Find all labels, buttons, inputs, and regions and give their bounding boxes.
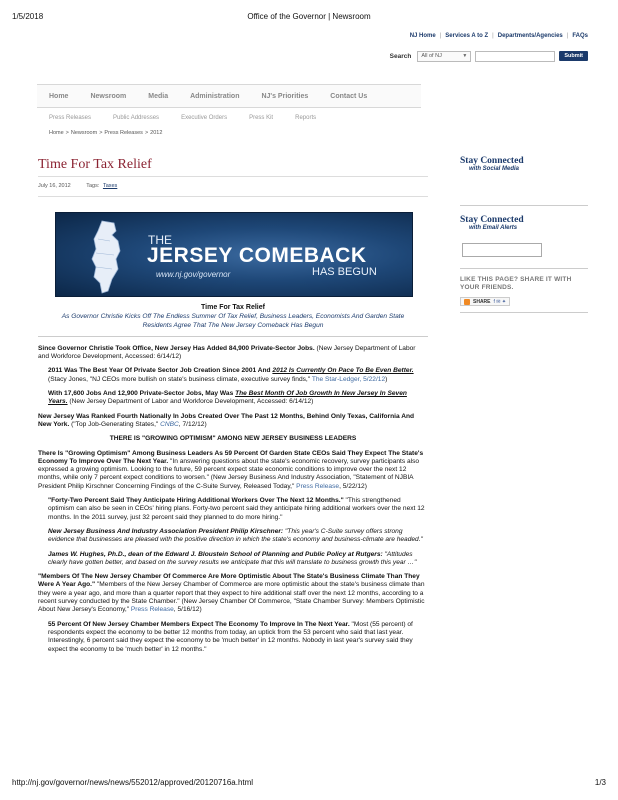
print-page-number: 1/3 bbox=[594, 778, 606, 787]
social-title: Stay Connected bbox=[460, 156, 524, 166]
article-subheading: As Governor Christie Kicks Off The Endless Summer Of Tax Relief, Business Leaders, Economists And Garden State Residents Agree That The New Jersey Comeback Has Begun bbox=[61, 313, 405, 329]
tag-link-taxes[interactable]: Taxes bbox=[102, 183, 118, 189]
paragraph bbox=[38, 345, 428, 362]
section-heading: THERE IS "GROWING OPTIMISM" AMONG NEW JERSEY BUSINESS LEADERS bbox=[109, 435, 357, 443]
utility-link-faqs[interactable]: FAQs bbox=[572, 33, 588, 39]
jersey-comeback-banner bbox=[55, 212, 413, 297]
article-heading: Time For Tax Relief bbox=[201, 304, 265, 311]
body-text: , 5/16/12) bbox=[173, 606, 202, 614]
search-bar bbox=[390, 50, 588, 62]
print-date: 1/5/2018 bbox=[12, 12, 44, 21]
breadcrumb-press-releases[interactable]: Press Releases bbox=[104, 130, 143, 136]
paragraph bbox=[48, 551, 428, 568]
paragraph bbox=[48, 367, 428, 384]
paragraph bbox=[38, 573, 428, 614]
nav-home[interactable]: Home bbox=[49, 92, 69, 100]
subnav-public-addresses[interactable]: Public Addresses bbox=[113, 115, 160, 121]
utility-link-departments[interactable]: Departments/Agencies bbox=[497, 33, 563, 39]
nav-newsroom[interactable]: Newsroom bbox=[90, 92, 127, 100]
breadcrumb-home[interactable]: Home bbox=[49, 130, 64, 136]
separator: > bbox=[99, 130, 103, 136]
print-url: http://nj.gov/governor/news/news/552012/approved/20120716a.html bbox=[12, 778, 254, 787]
social-network-icons: f ✉ ✦ bbox=[493, 298, 507, 305]
breadcrumb-newsroom[interactable]: Newsroom bbox=[70, 130, 98, 136]
paragraph bbox=[48, 528, 428, 545]
main-nav bbox=[37, 84, 421, 108]
social-media-widget[interactable] bbox=[460, 156, 590, 172]
search-scope-value: All of NJ bbox=[421, 52, 442, 59]
article-meta bbox=[38, 183, 117, 189]
source-link[interactable]: Press Release bbox=[296, 482, 340, 490]
share-button[interactable] bbox=[460, 297, 510, 306]
separator: > bbox=[144, 130, 149, 136]
page-title: Time For Tax Relief bbox=[38, 157, 152, 172]
paragraph bbox=[38, 450, 428, 491]
bold-text: With 17,600 Jobs And 12,900 Private-Sector Jobs, May Was bbox=[48, 390, 236, 398]
nav-media[interactable]: Media bbox=[148, 92, 169, 100]
paragraph bbox=[48, 621, 428, 654]
breadcrumb bbox=[49, 130, 162, 136]
inline-link[interactable]: The Best Month Of Job Growth In New Jersey In Seven Years. bbox=[48, 390, 407, 406]
share-icon bbox=[464, 299, 470, 305]
sub-nav bbox=[37, 113, 421, 123]
search-submit-button[interactable]: Submit bbox=[559, 51, 588, 61]
body-text: , 7/12/12) bbox=[178, 420, 207, 428]
email-alerts-input[interactable] bbox=[462, 243, 542, 257]
bold-text: Since Governor Christie Took Office, New Jersey Has Added 84,900 Private-Sector Jobs. bbox=[38, 344, 315, 352]
bold-text: 55 Percent Of New Jersey Chamber Members Expect The Economy To Improve In The Next Year. bbox=[48, 620, 350, 628]
utility-link-services[interactable]: Services A to Z bbox=[445, 33, 489, 39]
body-text: , 5/22/12) bbox=[339, 482, 367, 490]
body-text: "Members of the New Jersey Chamber of Commerce are more optimistic about the state's business climate than they were a year ago, and more than a quarter report that they expect to hire additional staff over the next 12 months, according to a recent survey conducted by the State Chamber." (New Jersey Chamber Of Commerce, "State Chamber Survey: Members Optimistic About New Jersey's Economy," bbox=[38, 581, 425, 614]
utility-link-nj-home[interactable]: NJ Home bbox=[409, 33, 436, 39]
email-alerts-widget[interactable] bbox=[460, 215, 590, 231]
banner-url: www.nj.gov/governor bbox=[156, 270, 231, 279]
chevron-down-icon: ▼ bbox=[462, 52, 468, 59]
paragraph bbox=[38, 413, 428, 430]
nav-contact[interactable]: Contact Us bbox=[330, 92, 368, 100]
body-text: "This strengthened optimism can also be seen in CEOs' hiring plans. Forty-two percent said they anticipate hiring additional workers over the next 12 months. In the 2011 survey, just 32 percent said they planned to do more hiring." bbox=[48, 497, 425, 521]
inline-link[interactable]: 2012 Is Currently On Pace To Be Even Better. bbox=[272, 367, 414, 375]
separator: > bbox=[65, 130, 69, 136]
divider bbox=[38, 176, 428, 177]
email-subtitle: with Email Alerts bbox=[469, 225, 518, 231]
divider bbox=[460, 312, 588, 313]
article-body bbox=[38, 304, 428, 660]
bold-text: "Members Of The New Jersey Chamber Of Commerce Are More Optimistic About The State's Business Climate Than They Were A Year Ago." bbox=[38, 573, 420, 589]
search-label: Search bbox=[389, 52, 412, 60]
share-label: SHARE bbox=[473, 298, 491, 305]
banner-the: THE bbox=[148, 233, 172, 247]
body-text: "Most (55 percent) of respondents expect the economy to be better 12 months from today, an uptick from the 53 percent who said that last year. Interestingly, 6 percent said they expect the economy to be 'much better' in 12 months. Nobody in last year's survey said they expect the economy to be 'much better' in 12 months." bbox=[48, 620, 413, 653]
social-subtitle: with Social Media bbox=[469, 166, 520, 172]
separator: | bbox=[492, 33, 494, 39]
body-text: "In answering questions about the state's economic recovery, survey participants also expressed a growing optimism. Looking to the future, 59 percent expect state economic conditions to improve over the next 12 months, while only 7 percent expect conditions to worsen." (New Jersey Business And Industry Association, "Statement of NJBIA President Philip Kirschner Concerning Findings of the C-Suite Survey, Released Today," bbox=[38, 457, 420, 490]
divider bbox=[460, 268, 588, 269]
body-text: (Stacy Jones, "NJ CEOs more bullish on state's business climate, executive survey finds," bbox=[48, 375, 312, 383]
utility-nav bbox=[410, 33, 588, 39]
subnav-press-kit[interactable]: Press Kit bbox=[249, 115, 274, 121]
nav-administration[interactable]: Administration bbox=[190, 92, 240, 100]
bold-text: New Jersey Business And Industry Association President Philip Kirschner: bbox=[48, 527, 284, 535]
bold-text: "Forty-Two Percent Said They Anticipate Hiring Additional Workers Over The Next 12 Months." bbox=[48, 497, 344, 505]
separator: | bbox=[566, 33, 569, 39]
banner-has-begun: HAS BEGUN bbox=[312, 266, 377, 278]
body-text: "This year's C-Suite survey offers strong evidence that businesses are pleased with the positive direction in which the state's economy and business-climate are headed." bbox=[48, 527, 423, 544]
bold-text: New Jersey Was Ranked Fourth Nationally In Jobs Created Over The Past 12 Months, Behind Only Texas, California And New York. bbox=[38, 412, 415, 428]
nav-priorities[interactable]: NJ's Priorities bbox=[261, 92, 309, 100]
body-text: "Attitudes clearly have gotten better, and based on the survey results we anticipate that this will translate to business growth this year …" bbox=[48, 550, 417, 566]
body-text: (New Jersey Department of Labor and Workforce Development, Accessed: 6/14/12) bbox=[67, 398, 314, 406]
tags-label: Tags: bbox=[86, 183, 100, 189]
search-scope-select[interactable] bbox=[417, 51, 471, 62]
print-footer bbox=[12, 778, 606, 790]
nj-map-icon bbox=[88, 219, 124, 295]
divider bbox=[38, 336, 428, 337]
body-text: (New Jersey Department of Labor and Workforce Development, Accessed: 6/14/12) bbox=[38, 344, 416, 361]
banner-headline: JERSEY COMEBACK bbox=[147, 244, 367, 267]
source-link[interactable]: The Star-Ledger, 5/22/12 bbox=[311, 375, 386, 383]
separator: | bbox=[439, 33, 442, 39]
bold-text: 2011 Was The Best Year Of Private Sector Job Creation Since 2001 And bbox=[48, 367, 273, 375]
divider bbox=[460, 205, 588, 206]
source-link[interactable]: Press Release bbox=[130, 606, 174, 614]
subnav-reports[interactable]: Reports bbox=[295, 115, 317, 121]
print-title: Office of the Governor | Newsroom bbox=[247, 12, 371, 21]
share-prompt: LIKE THIS PAGE? SHARE IT WITH YOUR FRIENDS. bbox=[460, 276, 572, 291]
subnav-press-releases[interactable]: Press Releases bbox=[49, 115, 92, 121]
search-input[interactable] bbox=[475, 51, 555, 62]
paragraph bbox=[48, 497, 428, 522]
email-title: Stay Connected bbox=[460, 215, 524, 225]
article-date: July 16, 2012 bbox=[38, 183, 71, 189]
body-text: ) bbox=[385, 375, 388, 383]
divider bbox=[38, 196, 428, 197]
source-link[interactable]: CNBC bbox=[160, 420, 179, 428]
breadcrumb-year[interactable]: 2012 bbox=[150, 130, 163, 136]
bold-text: James W. Hughes, Ph.D., dean of the Edward J. Bloustein School of Planning and Public Policy at Rutgers: bbox=[48, 550, 383, 558]
bold-text: There Is "Growing Optimism" Among Business Leaders As 59 Percent Of Garden State CEOs Said They Expect The State's Economy To Improve Over The Next Year. bbox=[38, 449, 424, 465]
print-header bbox=[12, 12, 606, 24]
subnav-executive-orders[interactable]: Executive Orders bbox=[181, 115, 228, 121]
body-text: ("Top Job-Generating States," bbox=[69, 420, 161, 428]
paragraph bbox=[48, 390, 428, 407]
